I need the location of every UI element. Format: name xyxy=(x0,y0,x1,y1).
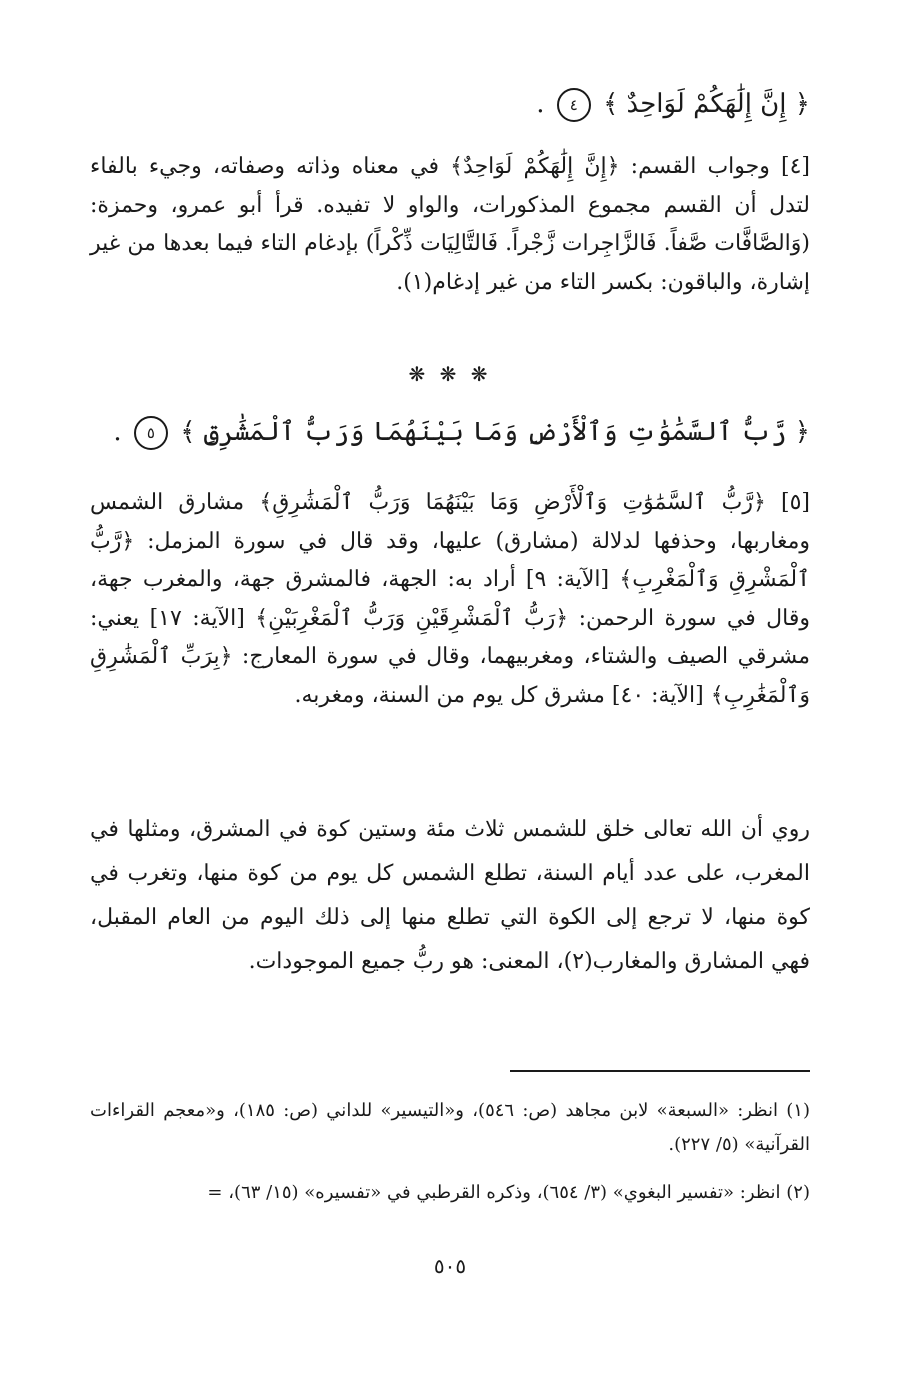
footnote-1: (١) انظر: «السبعة» لابن مجاهد (ص: ٥٤٦)، و«التيسير» للداني (ص: ١٨٥)، و«معجم القراءات القرآنية» (٥/ ٢٢٧). xyxy=(90,1100,810,1155)
book-page xyxy=(90,0,810,1376)
ayah-number-marker: ٤ xyxy=(557,88,591,122)
page-number: ٥٠٥ xyxy=(433,1254,467,1278)
commentary-paragraph-4: [٤] وجواب القسم: ﴿إِنَّ إِلَٰهَكُمْ لَوَاحِدٌ﴾ في معناه وذاته وصفاته، وجيء بالفاء لتدل أن القسم مجموع المذكورات، والواو لا تفيده. قرأ أبو عمرو، وحمزة: (وَالصَّافَّات صَّفاً. فَالزَّاجِرات زَّجْراً. فَالتَّالِيَات ذِّكْراً) بإدغام التاء فيما بعدها من غير إشارة، والباقون: بكسر التاء من غير إدغام(١). xyxy=(90,154,810,295)
verse-period: . xyxy=(113,417,122,447)
verse-text: ﴿ إِنَّ إِلَٰهَكُمْ لَوَاحِدٌ ﴾ xyxy=(603,89,810,119)
commentary-paragraph-narration: روي أن الله تعالى خلق للشمس ثلاث مئة وستين كوة في المشرق، ومثلها في المغرب، على عدد أيام السنة، تطلع الشمس كل يوم من كوة منها، وتغرب في كوة منها، لا ترجع إلى الكوة التي تطلع منها إلى ذلك اليوم من العام المقبل، فهي المشارق والمغارب(٢)، المعنى: هو ربُّ جميع الموجودات. xyxy=(90,817,810,974)
section-divider-stars: ❋ ❋ ❋ xyxy=(408,362,492,386)
footnote-separator-line xyxy=(510,1070,810,1072)
quran-verse-5 xyxy=(90,412,810,452)
footnote-2: (٢) انظر: «تفسير البغوي» (٣/ ٦٥٤)، وذكره القرطبي في «تفسيره» (١٥/ ٦٣)، = xyxy=(207,1182,810,1203)
ayah-number-marker: ٥ xyxy=(134,416,168,450)
verse-text: ﴿ رَّبُّ ٱلسَّمَٰوَٰتِ وَٱلْأَرْضِ وَمَا بَيْنَهُمَا وَرَبُّ ٱلْمَشَٰرِقِ ﴾ xyxy=(180,417,810,447)
verse-period: . xyxy=(536,89,545,119)
commentary-paragraph-5: [٥] ﴿رَّبُّ ٱلسَّمَٰوَٰتِ وَٱلْأَرْضِ وَمَا بَيْنَهُمَا وَرَبُّ ٱلْمَشَٰرِقِ﴾ مشارق الشمس ومغاربها، وحذفها لدلالة (مشارق) عليها، وقد قال في سورة المزمل: ﴿رَّبُّ ٱلْمَشْرِقِ وَٱلْمَغْرِبِ﴾ [الآية: ٩] أراد به: الجهة، فالمشرق جهة، والمغرب جهة، وقال في سورة الرحمن: ﴿رَبُّ ٱلْمَشْرِقَيْنِ وَرَبُّ ٱلْمَغْرِبَيْنِ﴾ [الآية: ١٧] يعني: مشرقي الصيف والشتاء، ومغربيهما، وقال في سورة المعارج: ﴿بِرَبِّ ٱلْمَشَٰرِقِ وَٱلْمَغَٰرِبِ﴾ [الآية: ٤٠] مشرق كل يوم من السنة، ومغربه. xyxy=(90,490,811,708)
quran-verse-4 xyxy=(90,84,810,124)
